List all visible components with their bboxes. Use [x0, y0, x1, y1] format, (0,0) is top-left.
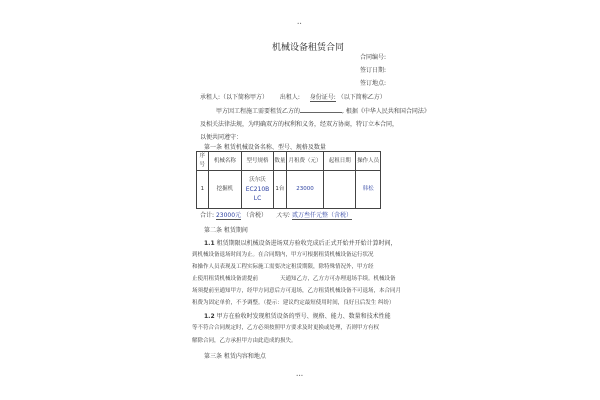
equipment-table [196, 151, 381, 209]
col-header-start: 起租日期 [324, 152, 356, 171]
section-1-heading: 第一条 租赁机械设备名称、型号、规格及数量 [204, 144, 326, 151]
cell-start [324, 171, 356, 209]
cell-model-line-3: LC [253, 195, 262, 202]
lessor-label: 出租人: [279, 94, 300, 101]
section-2-heading: 第二条 租赁期间 [204, 227, 248, 234]
cell-model-line-2: EC210B [245, 186, 270, 193]
contract-number-label: 合同编号: [360, 54, 387, 61]
table-row [197, 171, 381, 209]
sign-date-label: 签订日期: [360, 67, 387, 74]
total-label: 合计: [200, 212, 215, 219]
clause-1-1-line-4 [192, 276, 396, 282]
table-header-row [197, 152, 381, 171]
col-header-seq: 序号 [197, 152, 209, 171]
total-note: （含税） [242, 212, 267, 219]
intro-line-2: 及相关法律法规，为明确双方的权利和义务，经双方协商，特订立本合同， [200, 121, 399, 128]
clause-1-1-text-1: 租赁期限以机械设备进场双方验收完成后正式开始并开始计算时间， [216, 240, 397, 247]
clause-1-2-line-3: 解除合同，乙方承担甲方由此造成的损失。 [192, 338, 297, 344]
cell-qty: 1台 [273, 171, 286, 209]
upper-label: 大写: [276, 212, 291, 219]
cell-seq: 1 [197, 171, 209, 209]
clause-1-1-text-4a: 止使用租赁机械设备需提前 [192, 276, 259, 282]
cell-name: 挖掘机 [208, 171, 242, 209]
clause-1-1-number: 1.1 [204, 240, 215, 247]
col-header-model: 型号规格 [242, 152, 274, 171]
intro-line-1a: 甲方因工程施工需要租赁乙方的 [216, 108, 301, 115]
clause-1-1-line-6: 租费为固定单价，不予调整。（提示：建议约定最短使用时间，良好且后发生 纠纷） [192, 300, 395, 306]
cell-model [242, 171, 274, 209]
clause-1-2-line-2: 等不符合合同规定时，乙方必须按照甲方要求及时更换或处理，否则甲方有权 [192, 325, 380, 331]
col-header-qty: 数量 [273, 152, 286, 171]
clause-1-1-line-1 [204, 240, 397, 247]
lessee-line [200, 94, 386, 102]
top-mark: •• [297, 21, 302, 26]
upper-amount-line [276, 212, 352, 220]
clause-1-1-line-3: 和操作人员表现及工程实际施工需要决定租赁期限，除特殊情况外，甲方经 [192, 264, 374, 270]
cell-model-line-1: 沃尔沃 [249, 177, 266, 183]
clause-1-2-line-1 [204, 313, 391, 320]
total-line [200, 212, 267, 220]
lessor-note: （以下简称乙方） [337, 94, 386, 101]
col-header-name: 机械名称 [208, 152, 242, 171]
intro-line-3: 以便共同遵守： [200, 134, 243, 141]
col-header-operator: 操作人员 [356, 152, 381, 171]
page-title: 机械设备租赁合同 [272, 43, 345, 53]
section-3-heading: 第三条 租赁内容和地点 [204, 353, 266, 360]
col-header-rent: 月租费（元） [286, 152, 323, 171]
clause-1-2-number: 1.2 [204, 313, 215, 320]
clause-1-1-line-2: 到机械设备退场时间为止。在合同期内，甲方可根据租赁机械设备运行状况 [192, 252, 374, 258]
id-number-label: 身份证号: [309, 94, 336, 101]
clause-1-2-text-1: 甲方在验收时发现租赁设备的型号、规格、能力、数量和技术性能 [216, 313, 391, 320]
total-value: 23000元 [215, 212, 242, 219]
bottom-mark: ••• [296, 373, 304, 378]
clause-1-1-line-5: 场须提前至通知甲方，经甲方同意后方可退场，乙方租赁机械设备不可退场，本合同月 [192, 288, 402, 294]
lessee-label: 承租人:（以下简称甲方） [200, 94, 269, 101]
upper-value: 贰万叁仟元整（含税） [291, 212, 352, 219]
cell-operator: 韩松 [356, 171, 381, 209]
intro-line-1 [216, 108, 430, 115]
clause-1-1-text-4b: 天通知乙方，乙方方可办理退场手续。机械设备 [280, 276, 396, 282]
intro-line-1b: , 根据《中华人民共和国合同法》 [342, 108, 430, 115]
sign-place-label: 签订地点: [360, 80, 387, 87]
cell-rent: 23000 [286, 171, 323, 209]
